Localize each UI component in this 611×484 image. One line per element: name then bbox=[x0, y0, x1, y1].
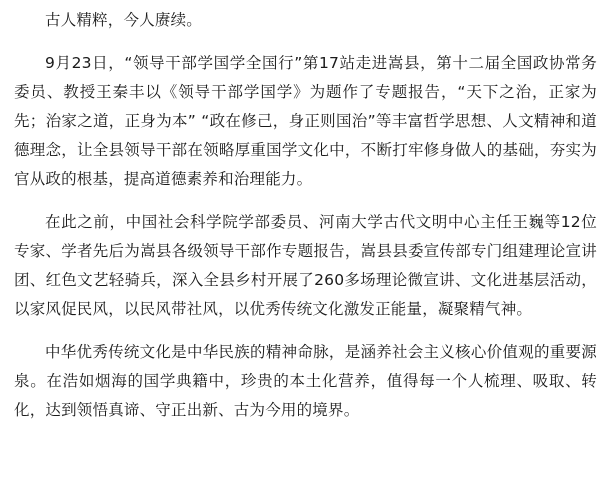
paragraph: 古人精粹，今人赓续。 bbox=[45, 11, 203, 29]
paragraph: 中华优秀传统文化是中华民族的精神命脉，是涵养社会主义核心价值观的重要源泉。在浩如烟海的国学典籍中，珍贵的本土化营养，值得每一个人梳理、吸取、转化，达到领悟真谛、守正出新、古为今用的境界。 bbox=[14, 343, 597, 419]
paragraph: 在此之前，中国社会科学院学部委员、河南大学古代文明中心主任王巍等12位专家、学者先后为嵩县各级领导干部作专题报告，嵩县县委宣传部专门组建理论宣讲团、红色文艺轻骑兵，深入全县乡村开展了260多场理论微宣讲、文化进基层活动，以家风促民风，以民风带社风，以优秀传统文化激发正能量，凝聚精气神。 bbox=[14, 213, 597, 318]
paragraph: 9月23日，“领导干部学国学全国行”第17站走进嵩县，第十二届全国政协常务委员、教授王秦丰以《领导干部学国学》为题作了专题报告，“天下之治，正家为先；治家之道，正身为本” “政在修己，身正则国治”等丰富哲学思想、人文精神和道德理念，让全县领导干部在领略厚重国学文化中，不断打牢修身做人的基础，夯实为官从政的根基，提高道德素养和治理能力。 bbox=[14, 54, 597, 188]
